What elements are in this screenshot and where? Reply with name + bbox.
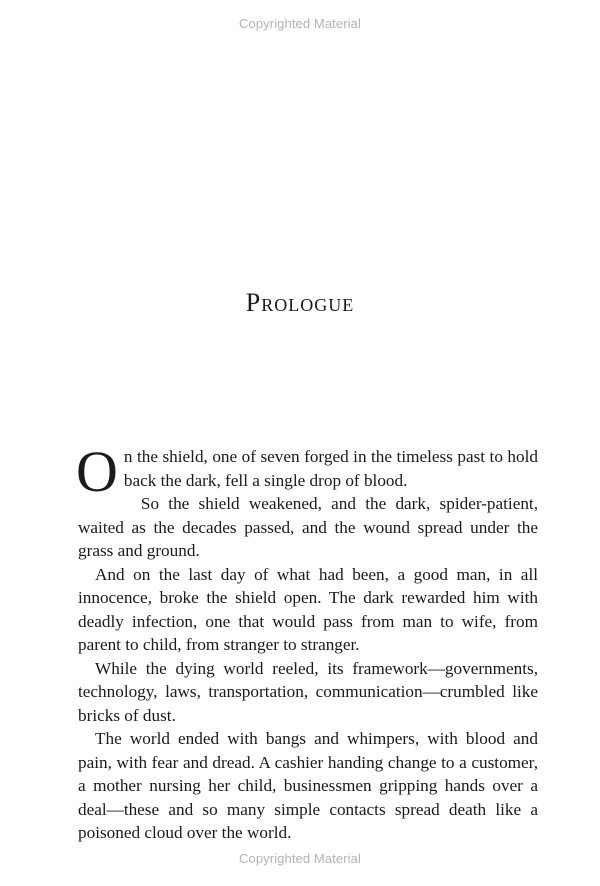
paragraph-2: So the shield weakened, and the dark, spider-patient, waited as the decades passed, and the wound spread under the grass and ground. <box>78 494 538 560</box>
paragraph-4: While the dying world reeled, its framework—governments, technology, laws, transportation, communication—crumbled like bricks of dust. <box>78 658 538 725</box>
body-text <box>76 439 538 845</box>
copyright-watermark-top: Copyrighted Material <box>239 16 361 31</box>
paragraph-3: And on the last day of what had been, a good man, in all innocence, broke the shield open. The dark rewarded him with deadly infection, one that would pass from man to wife, from parent to child, from stranger to stranger. <box>78 564 538 654</box>
copyright-watermark-bottom: Copyrighted Material <box>239 851 361 866</box>
chapter-title: Prologue <box>245 288 355 317</box>
paragraph-1-text: n the shield, one of seven forged in the timeless past to hold back the dark, fell a single drop of blood. <box>123 447 538 490</box>
drop-cap: O <box>76 439 118 504</box>
paragraph-5: The world ended with bangs and whimpers, with blood and pain, with fear and dread. A cashier handing change to a customer, a mother nursing her child, businessmen gripping hands over a deal—these and so many simple contacts spread death like a poisoned cloud over the world. <box>78 729 538 842</box>
paragraph-1 <box>76 439 538 504</box>
